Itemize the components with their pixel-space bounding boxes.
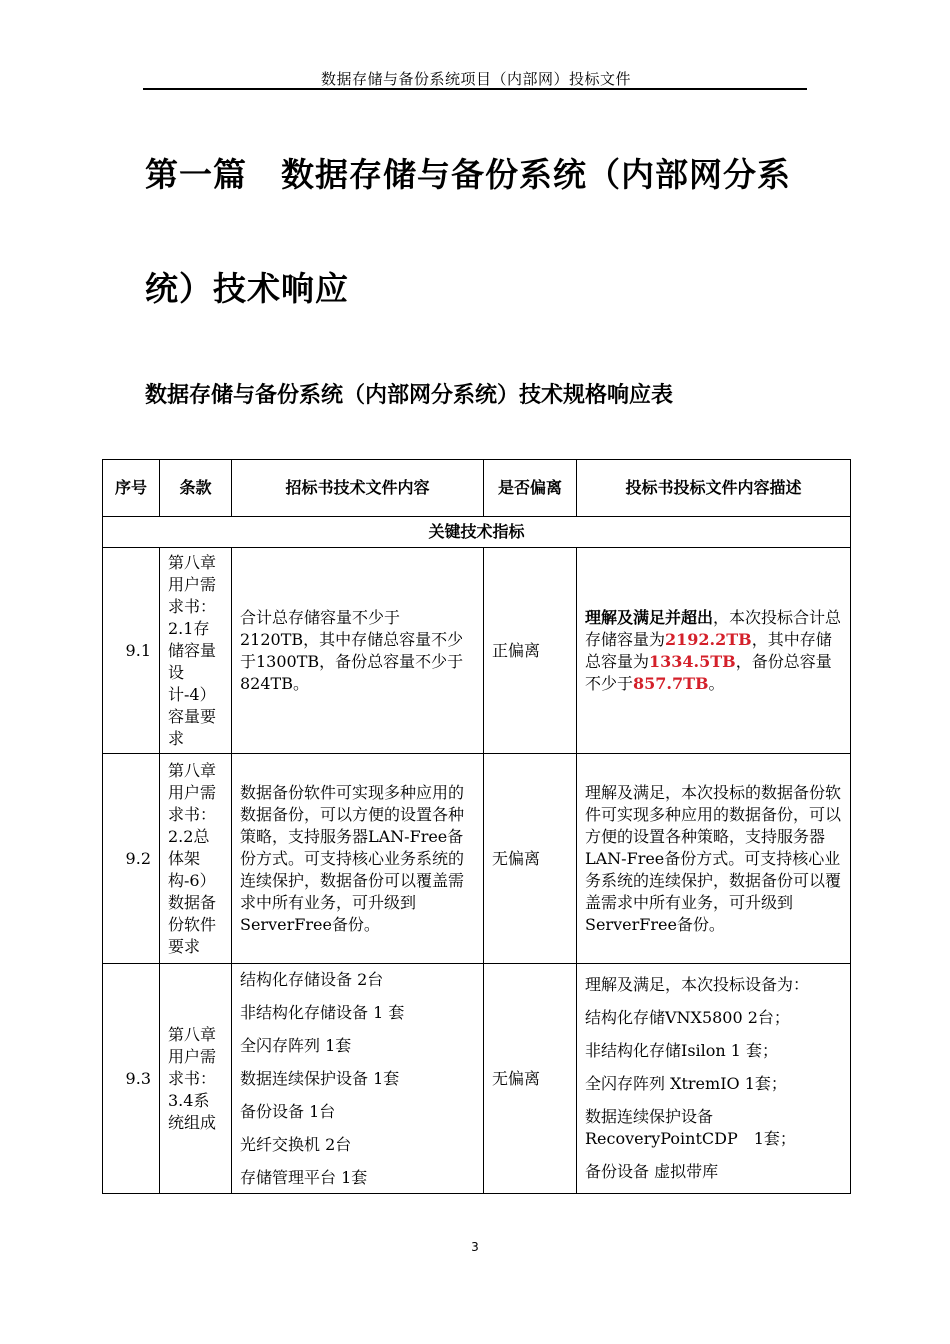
table-row xyxy=(103,754,851,964)
row-clause: 第八章用户需求书：2.2总体架构-6）数据备份软件要求 xyxy=(160,754,232,964)
col-header-num: 序号 xyxy=(103,460,160,517)
row-requirement: 合计总存储容量不少于2120TB，其中存储总容量不少于1300TB，备份总容量不少于824TB。 xyxy=(232,548,484,754)
response-item: 数据连续保护设备 RecoveryPointCDP 1套； xyxy=(585,1107,796,1148)
header-rule xyxy=(143,88,807,90)
row-clause: 第八章用户需求书：2.1存储容量设计-4）容量要求 xyxy=(160,548,232,754)
response-item: 结构化存储VNX5800 2台； xyxy=(585,1008,790,1027)
row-deviation: 正偏离 xyxy=(484,548,577,754)
col-header-clause: 条款 xyxy=(160,460,232,517)
requirement-item: 存储管理平台 1套 xyxy=(240,1167,368,1187)
spec-response-table xyxy=(102,459,851,1194)
section-row xyxy=(103,517,851,548)
table-header-row xyxy=(103,460,851,517)
row-deviation: 无偏离 xyxy=(484,964,577,1194)
requirement-item: 全闪存阵列 1套 xyxy=(240,1035,352,1055)
response-item: 备份设备 虚拟带库 xyxy=(585,1162,719,1181)
requirement-item: 数据连续保护设备 1套 xyxy=(240,1068,400,1088)
requirement-item: 非结构化存储设备 1 套 xyxy=(240,1002,405,1022)
storage-capacity-value: 1334.5TB xyxy=(649,651,736,671)
row-response xyxy=(577,964,851,1194)
response-text: ，备份总容量不少于 xyxy=(585,651,832,693)
col-header-requirement: 招标书技术文件内容 xyxy=(232,460,484,517)
response-text: 。 xyxy=(708,673,725,693)
requirement-item: 备份设备 1台 xyxy=(240,1101,336,1121)
response-text: ，其中存储总容量为 xyxy=(585,629,832,671)
response-item: 非结构化存储Isilon 1 套； xyxy=(585,1041,779,1060)
page-number: 3 xyxy=(471,1240,479,1254)
response-lead: 理解及满足并超出 xyxy=(585,607,714,627)
chapter-title-line1: 第一篇 数据存储与备份系统（内部网分系 xyxy=(145,155,791,194)
response-text: ，本次投标合计总存储容量为 xyxy=(585,607,842,649)
backup-capacity-value: 857.7TB xyxy=(633,673,709,693)
requirement-item: 光纤交换机 2台 xyxy=(240,1134,352,1154)
row-num: 9.1 xyxy=(103,548,160,754)
chapter-title xyxy=(145,118,825,346)
row-clause: 第八章用户需求书：3.4系统组成 xyxy=(160,964,232,1194)
section-label: 关键技术指标 xyxy=(103,517,851,548)
row-num: 9.3 xyxy=(103,964,160,1194)
col-header-response: 投标书投标文件内容描述 xyxy=(577,460,851,517)
row-deviation: 无偏离 xyxy=(484,754,577,964)
table-row xyxy=(103,548,851,754)
requirement-item: 结构化存储设备 2台 xyxy=(240,969,384,989)
table-row xyxy=(103,964,851,1194)
response-item: 全闪存阵列 XtremIO 1套； xyxy=(585,1074,787,1093)
col-header-deviation: 是否偏离 xyxy=(484,460,577,517)
row-num: 9.2 xyxy=(103,754,160,964)
table-title: 数据存储与备份系统（内部网分系统）技术规格响应表 xyxy=(145,383,674,408)
row-requirement: 数据备份软件可实现多种应用的数据备份，可以方便的设置各种策略，支持服务器LAN-Free备份方式。可支持核心业务系统的连续保护，数据备份可以覆盖需求中所有业务，可升级到ServerFree备份。 xyxy=(232,754,484,964)
row-requirement xyxy=(232,964,484,1194)
running-header: 数据存储与备份系统项目（内部网）投标文件 xyxy=(320,70,631,88)
row-response xyxy=(577,548,851,754)
total-capacity-value: 2192.2TB xyxy=(665,629,752,649)
response-item: 理解及满足，本次投标设备为： xyxy=(585,975,810,994)
chapter-title-line2: 统）技术响应 xyxy=(145,269,349,308)
row-response: 理解及满足，本次投标的数据备份软件可实现多种应用的数据备份，可以方便的设置各种策略，支持服务器LAN-Free备份方式。可支持核心业务系统的连续保护，数据备份可以覆盖需求中所有业务，可升级到ServerFree备份。 xyxy=(577,754,851,964)
